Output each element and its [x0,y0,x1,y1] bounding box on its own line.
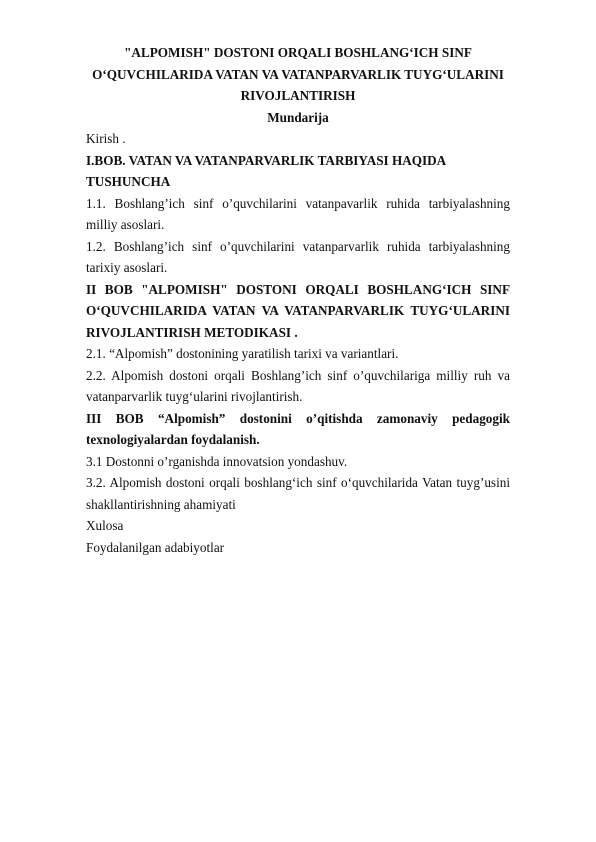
toc-item-intro: Kirish . [86,131,126,146]
toc-item-2-2: 2.2. Alpomish dostoni orqali Boshlang’ich sinf o’quvchilariga milliy ruh va vatanparvarlik tuyg‘ularini rivojlantirish. [86,367,510,404]
toc-item-3-1: 3.1 Dostonni o’rganishda innovatsion yondashuv. [86,453,348,469]
toc-item-conclusion: Xulosa [86,518,124,533]
toc-item-1-1: 1.1. Boshlang’ich sinf o’quvchilarini vatanpavarlik ruhida tarbiyalashning milliy asoslari. [86,195,510,232]
toc-chapter-3: III BOB “Alpomish” dostonini o’qitishda zamonaviy pedagogik texnologiyalardan foydalanish. [86,410,510,447]
toc-item-2-1: 2.1. “Alpomish” dostonining yaratilish tarixi va variantlari. [86,346,399,361]
contents-heading: Mundarija [267,109,329,125]
toc-item-3-2: 3.2. Alpomish dostoni orqali boshlang‘ich sinf o‘quvchilarida Vatan tuyg’usini shakllantirishning ahamiyati [86,475,510,512]
page-content [86,42,510,558]
toc-item-references: Foydalanilgan adabiyotlar [86,539,225,555]
document-title: "ALPOMISH" DOSTONI ORQALI BOSHLANG‘ICH SINF O‘QUVCHILARIDA VATAN VA VATANPARVARLIK TUYG‘ULARINI RIVOJLANTIRISH [92,45,504,103]
toc-chapter-2: II BOB "ALPOMISH" DOSTONI ORQALI BOSHLANG‘ICH SINF O‘QUVCHILARIDA VATAN VA VATANPARVARLIK TUYG‘ULARINI RIVOJLANTIRISH METODIKASI . [86,281,510,340]
toc-chapter-1: I.BOB. VATAN VA VATANPARVARLIK TARBIYASI HAQIDA TUSHUNCHA [86,152,446,189]
toc-item-1-2: 1.2. Boshlang’ich sinf o’quvchilarini vatanparvarlik ruhida tarbiyalashning tarixiy asoslari. [86,238,510,275]
